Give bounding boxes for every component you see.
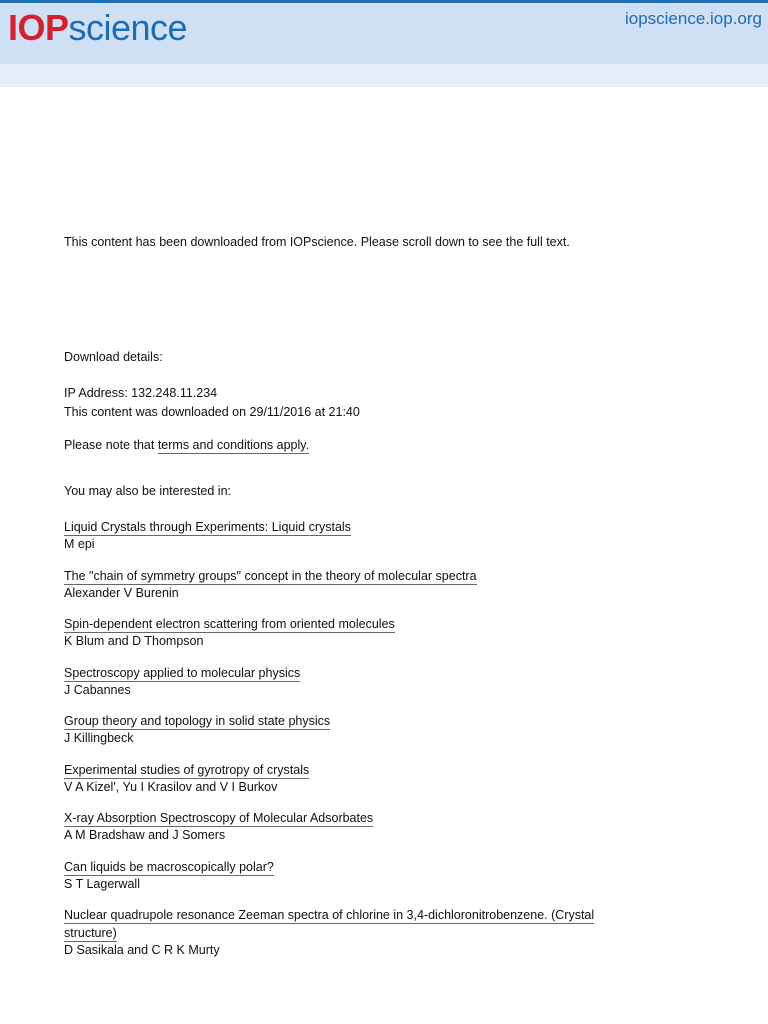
related-article-title-link[interactable]: Nuclear quadrupole resonance Zeeman spectra of chlorine in 3,4-dichloronitrobenzene. (Crystal structure): [64, 908, 595, 940]
related-article-item: [64, 615, 624, 649]
related-article-title-link[interactable]: Experimental studies of gyrotropy of crystals: [64, 762, 310, 777]
related-articles-list: [64, 518, 624, 973]
site-link[interactable]: iopscience.iop.org: [624, 9, 762, 28]
related-article-authors: K Blum and D Thompson: [64, 634, 204, 648]
related-article-title-link[interactable]: Liquid Crystals through Experiments: Liquid crystals: [64, 520, 351, 534]
related-article-item: [64, 518, 624, 552]
related-article-authors: J Killingbeck: [64, 731, 134, 745]
related-article-title-link[interactable]: Spectroscopy applied to molecular physics: [64, 665, 301, 680]
related-article-title-link[interactable]: Can liquids be macroscopically polar?: [64, 859, 274, 874]
related-article-item: [64, 761, 624, 795]
iopscience-logo[interactable]: [8, 6, 187, 50]
related-article-item: [64, 664, 624, 698]
ip-address: IP Address: 132.248.11.234: [64, 386, 218, 400]
header-subbar: [0, 64, 768, 87]
related-article-authors: A M Bradshaw and J Somers: [64, 828, 226, 842]
related-article-title-link[interactable]: Spin-dependent electron scattering from oriented molecules: [64, 617, 395, 631]
related-article-item: [64, 809, 624, 843]
related-article-authors: Alexander V Burenin: [64, 585, 179, 600]
related-article-item: [64, 858, 624, 892]
related-article-title-link[interactable]: Group theory and topology in solid state physics: [64, 714, 331, 728]
header-bar: [0, 0, 768, 64]
related-article-authors: V A Kizel', Yu I Krasilov and V I Burkov: [64, 779, 278, 794]
terms-prefix: Please note that: [64, 438, 158, 452]
related-article-authors: D Sasikala and C R K Murty: [64, 943, 220, 957]
related-article-title-link[interactable]: The "chain of symmetry groups" concept in the theory of molecular spectra: [64, 568, 477, 583]
related-article-item: [64, 712, 624, 746]
download-notice: This content has been downloaded from IOPscience. Please scroll down to see the full text.: [64, 235, 570, 249]
related-article-item: [64, 567, 624, 601]
related-article-authors: S T Lagerwall: [64, 876, 140, 891]
download-details-heading: Download details:: [64, 350, 163, 364]
terms-line: [64, 437, 309, 453]
logo-iop-text: IOP: [8, 7, 69, 48]
related-heading: You may also be interested in:: [64, 484, 232, 498]
related-article-authors: M epi: [64, 537, 95, 551]
related-article-item: [64, 906, 624, 958]
download-timestamp: This content was downloaded on 29/11/2016 at 21:40: [64, 405, 360, 419]
related-article-authors: J Cabannes: [64, 682, 131, 697]
related-article-title-link[interactable]: X-ray Absorption Spectroscopy of Molecular Adsorbates: [64, 811, 374, 825]
logo-science-text: science: [68, 7, 188, 48]
terms-link[interactable]: terms and conditions apply.: [157, 438, 310, 452]
